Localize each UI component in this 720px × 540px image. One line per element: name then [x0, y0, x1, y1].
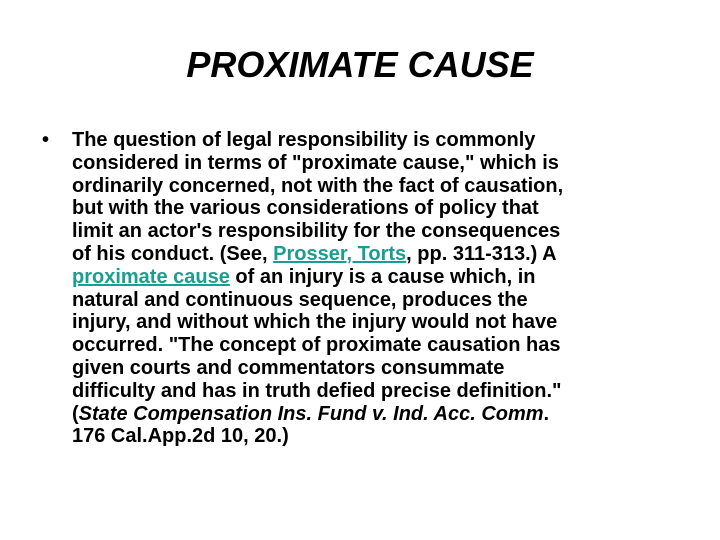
text-line — [72, 266, 712, 289]
text-line: but with the various considerations of policy that — [72, 197, 539, 220]
text-line: injury, and without which the injury would not have — [72, 311, 558, 334]
text: , pp. 311-313.) A — [406, 242, 557, 265]
text-line — [72, 243, 712, 266]
text: of an injury is a cause which, in — [229, 265, 536, 288]
prosser-torts-link[interactable]: Prosser, Torts — [273, 242, 407, 265]
text-line: given courts and commentators consummate — [72, 356, 505, 379]
text: . — [543, 402, 550, 425]
case-citation: State Compensation Ins. Fund v. Ind. Acc. Comm — [78, 402, 544, 425]
slide-title: PROXIMATE CAUSE — [186, 44, 534, 85]
text-line — [72, 403, 712, 426]
text-line: difficulty and has in truth defied precise definition." — [72, 379, 562, 402]
proximate-cause-link[interactable]: proximate cause — [72, 265, 230, 288]
text-line: ordinarily concerned, not with the fact of causation, — [72, 174, 564, 197]
text-line: The question of legal responsibility is commonly — [72, 129, 536, 151]
text-line: 176 Cal.App.2d 10, 20.) — [72, 425, 289, 448]
text-line: occurred. "The concept of proximate causation has — [72, 334, 561, 357]
bullet-icon: • — [42, 129, 50, 151]
text: of his conduct. (See, — [72, 242, 274, 265]
text: ( — [72, 402, 79, 425]
text-line: considered in terms of "proximate cause," which is — [72, 151, 559, 174]
bullet-text — [72, 129, 712, 448]
text-line: limit an actor's responsibility for the consequences — [72, 220, 561, 243]
text-line: natural and continuous sequence, produces the — [72, 288, 528, 311]
